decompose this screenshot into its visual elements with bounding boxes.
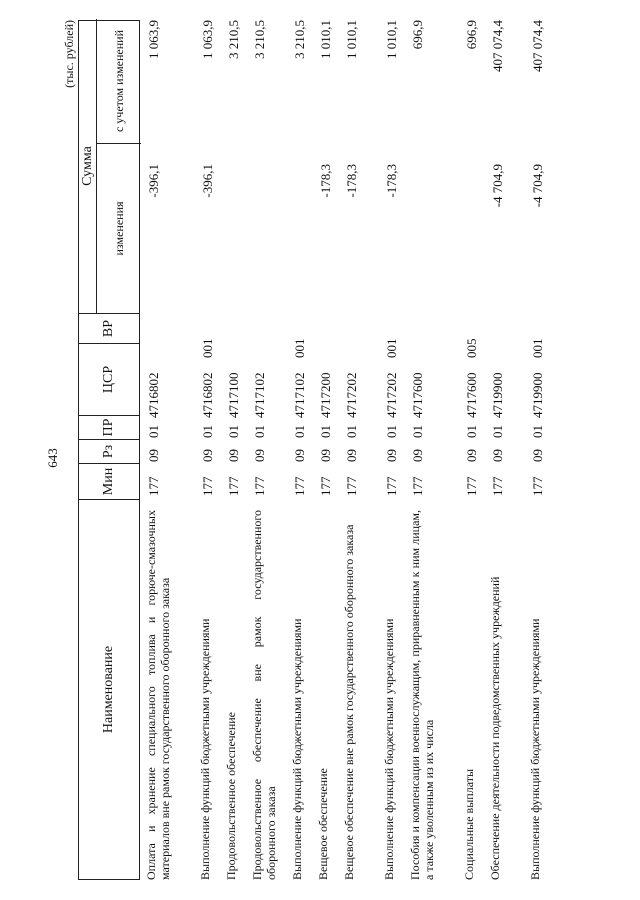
cell-total: 3 210,5 [252, 20, 267, 59]
cell-vr: 005 [464, 338, 479, 358]
cell-name: Обеспечение деятельности подведомственных учреждений [488, 576, 502, 880]
cell-min: 177 [490, 476, 505, 496]
header-min: Мин [79, 463, 139, 499]
cell-pr: 01 [226, 425, 241, 438]
cell-csr: 4717102 [252, 372, 267, 418]
cell-pr: 01 [530, 425, 545, 438]
cell-csr: 4717600 [410, 372, 425, 418]
cell-min: 177 [226, 476, 241, 496]
cell-csr: 4717100 [226, 372, 241, 418]
cell-vr: 001 [292, 338, 307, 358]
cell-total: 407 074,4 [490, 20, 505, 72]
cell-csr: 4719900 [490, 372, 505, 418]
table-row [458, 20, 484, 880]
cell-name: Вещевое обеспечение [316, 768, 330, 880]
header-csr: ЦСР [79, 343, 139, 415]
cell-min: 177 [292, 476, 307, 496]
header-pr: ПР [79, 415, 139, 439]
table-row [140, 20, 194, 880]
cell-change: -396,1 [146, 164, 161, 198]
cell-total: 3 210,5 [226, 20, 241, 59]
cell-total: 1 010,1 [344, 20, 359, 59]
cell-rz: 09 [410, 449, 425, 462]
cell-name: Социальные выплаты [462, 768, 476, 880]
cell-pr: 01 [292, 425, 307, 438]
cell-rz: 09 [318, 449, 333, 462]
cell-pr: 01 [318, 425, 333, 438]
cell-vr: 001 [200, 338, 215, 358]
cell-total: 696,9 [464, 20, 479, 50]
page-number: 643 [45, 448, 60, 468]
cell-rz: 09 [200, 449, 215, 462]
cell-name: Выполнение функций бюджетными учреждениями [528, 618, 542, 880]
cell-min: 177 [252, 476, 267, 496]
cell-total: 1 010,1 [318, 20, 333, 59]
table-header [78, 20, 140, 880]
cell-csr: 4719900 [530, 372, 545, 418]
header-sum-group [79, 19, 139, 313]
cell-csr: 4716802 [200, 372, 215, 418]
table-row [194, 20, 220, 880]
units-label: (тыс. рублей) [62, 20, 76, 88]
header-sum: Сумма [79, 19, 97, 313]
cell-pr: 01 [200, 425, 215, 438]
table-row [312, 20, 338, 880]
cell-rz: 09 [490, 449, 505, 462]
budget-table [60, 20, 580, 880]
cell-min: 177 [344, 476, 359, 496]
cell-rz: 09 [292, 449, 307, 462]
cell-csr: 4717202 [344, 372, 359, 418]
table-row [404, 20, 458, 880]
cell-change: -178,3 [384, 164, 399, 198]
cell-pr: 01 [252, 425, 267, 438]
cell-name: Выполнение функций бюджетными учреждениями [290, 618, 304, 880]
cell-total: 1 063,9 [200, 20, 215, 59]
cell-csr: 4717600 [464, 372, 479, 418]
cell-rz: 09 [226, 449, 241, 462]
cell-csr: 4717200 [318, 372, 333, 418]
cell-min: 177 [318, 476, 333, 496]
header-vr: ВР [79, 313, 139, 343]
table-row [220, 20, 246, 880]
cell-min: 177 [146, 476, 161, 496]
header-name: Наименование [79, 499, 139, 879]
table-row [246, 20, 286, 880]
cell-pr: 01 [384, 425, 399, 438]
cell-name: Продовольственное обеспечение вне рамок государственного оборонного заказа [250, 510, 278, 880]
cell-vr: 001 [384, 338, 399, 358]
table-row [338, 20, 378, 880]
cell-min: 177 [410, 476, 425, 496]
cell-total: 407 074,4 [530, 20, 545, 72]
cell-rz: 09 [530, 449, 545, 462]
table-row [286, 20, 312, 880]
cell-change: -4 704,9 [490, 164, 505, 208]
table-row [524, 20, 550, 880]
cell-pr: 01 [344, 425, 359, 438]
cell-change: -4 704,9 [530, 164, 545, 208]
cell-csr: 4717102 [292, 372, 307, 418]
cell-name: Выполнение функций бюджетными учреждениями [198, 618, 212, 880]
cell-total: 696,9 [410, 20, 425, 50]
cell-min: 177 [464, 476, 479, 496]
cell-min: 177 [530, 476, 545, 496]
cell-rz: 09 [464, 449, 479, 462]
cell-total: 3 210,5 [292, 20, 307, 59]
header-rz: Рз [79, 439, 139, 463]
cell-vr: 001 [530, 338, 545, 358]
cell-rz: 09 [384, 449, 399, 462]
cell-name: Продовольственное обеспечение [224, 712, 238, 880]
cell-pr: 01 [464, 425, 479, 438]
cell-rz: 09 [146, 449, 161, 462]
cell-name: Вещевое обеспечение вне рамок государственного оборонного заказа [342, 524, 356, 880]
cell-pr: 01 [490, 425, 505, 438]
cell-pr: 01 [146, 425, 161, 438]
cell-rz: 09 [344, 449, 359, 462]
cell-name: Оплата и хранение специального топлива и горюче-смазочных материалов вне рамок государственного оборонного заказа [144, 510, 172, 880]
cell-change: -396,1 [200, 164, 215, 198]
cell-min: 177 [200, 476, 215, 496]
cell-csr: 4717202 [384, 372, 399, 418]
cell-change: -178,3 [318, 164, 333, 198]
header-with-changes: с учетом изменений [111, 29, 126, 133]
table-row [378, 20, 404, 880]
cell-min: 177 [384, 476, 399, 496]
cell-name: Пособия и компенсации военнослужащим, приравненным к ним лицам, а также уволенным из их числа [408, 510, 436, 880]
cell-pr: 01 [410, 425, 425, 438]
cell-rz: 09 [252, 449, 267, 462]
table-body [140, 20, 550, 880]
cell-csr: 4716802 [146, 372, 161, 418]
cell-total: 1 063,9 [146, 20, 161, 59]
header-change: изменения [97, 143, 141, 313]
cell-change: -178,3 [344, 164, 359, 198]
cell-name: Выполнение функций бюджетными учреждениями [382, 618, 396, 880]
table-row [484, 20, 524, 880]
cell-total: 1 010,1 [384, 20, 399, 59]
